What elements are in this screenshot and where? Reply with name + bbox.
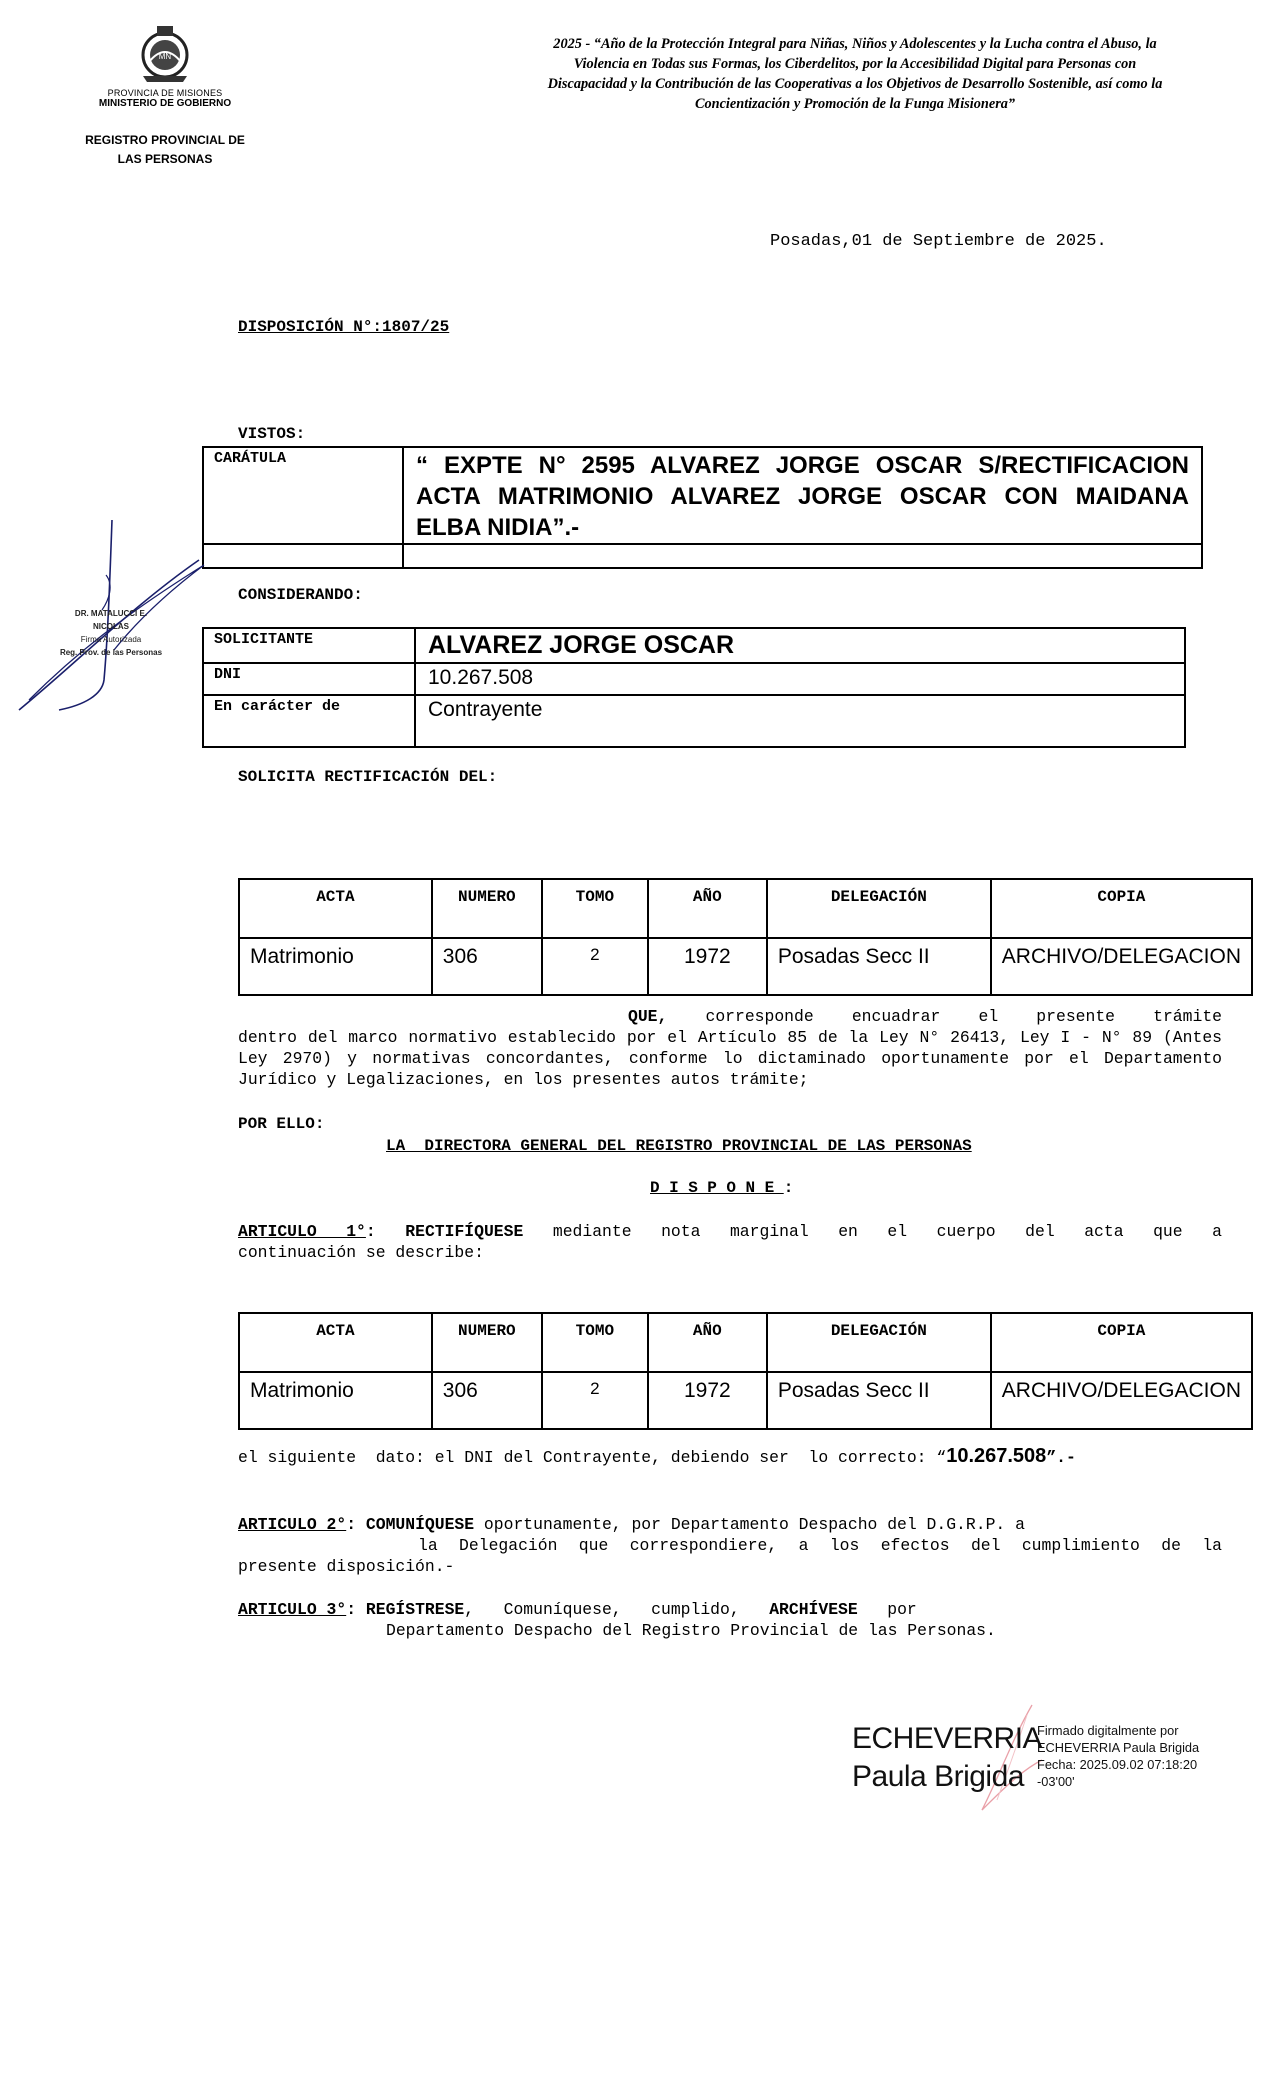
capacity-label: En carácter de: [203, 695, 415, 747]
cell-tomo: 2: [542, 1372, 648, 1429]
articulo-3: [238, 1599, 1222, 1641]
articulo-1-label: ARTICULO 1°: [238, 1222, 366, 1241]
applicant-table: [202, 627, 1186, 748]
acta-data-row: [239, 1372, 1252, 1429]
cell-acta: Matrimonio: [239, 1372, 432, 1429]
signer-name-line-1: ECHEVERRIA: [852, 1722, 1043, 1755]
applicant-row: [203, 628, 1185, 663]
place-date: Posadas,01 de Septiembre de 2025.: [770, 232, 1107, 251]
directora-heading: LA DIRECTORA GENERAL DEL REGISTRO PROVINCIAL DE LAS PERSONAS: [386, 1137, 972, 1155]
year-motto: 2025 - “Año de la Protección Integral para Niñas, Niños y Adolescentes y la Lucha contra el Abuso, la Violencia en Todas sus Formas, los Ciberdelitos, por la Accesibilidad Digital para Personas con Discapacidad y la Contribución de las Cooperativas a los Objetivos de Desarrollo Sostenible, así como la Concientización y Promoción de la Funga Misionera”: [547, 36, 1163, 112]
stamp-line-1: DR. MATALUCCI E. NICOLAS: [74, 609, 148, 631]
cell-tomo: 2: [542, 938, 648, 995]
que-paragraph: [238, 1006, 1222, 1090]
solicita-heading: SOLICITA RECTIFICACIÓN DEL:: [238, 768, 498, 786]
signature-info-line-3: Fecha: 2025.09.02 07:18:20: [1037, 1757, 1198, 1772]
ministry-name: MINISTERIO DE GOBIERNO: [98, 98, 232, 109]
cell-copia: ARCHIVO/DELEGACION: [991, 1372, 1252, 1429]
articulo-2-verb: COMUNÍQUESE: [365, 1515, 475, 1534]
cell-acta: Matrimonio: [239, 938, 432, 995]
articulo-1: [238, 1221, 1222, 1263]
articulo-2-label: ARTICULO 2°: [238, 1515, 347, 1534]
capacity-row: [203, 695, 1185, 747]
cell-delegacion: Posadas Secc II: [767, 938, 991, 995]
col-delegacion-header: DELEGACIÓN: [767, 879, 991, 938]
que-lead: QUE,: [628, 1007, 668, 1026]
dispone-text: DISPONE: [650, 1179, 784, 1197]
svg-text:MN: MN: [158, 52, 172, 61]
dispone-heading: [650, 1179, 793, 1197]
dato-open-quote: “: [936, 1448, 947, 1467]
col-tomo-header: TOMO: [542, 879, 648, 938]
articulo-2-sep: :: [346, 1515, 366, 1534]
acta-header-row: [239, 1313, 1252, 1372]
acta-table-request: [238, 878, 1253, 996]
col-delegacion-header: DELEGACIÓN: [767, 1313, 991, 1372]
caratula-label: CARÁTULA: [203, 447, 403, 544]
capacity-value: Contrayente: [415, 695, 1185, 747]
articulo-2-line-3: presente disposición.-: [238, 1557, 455, 1576]
acta-header-row: [239, 879, 1252, 938]
articulo-3-verb-2: ARCHÍVESE: [769, 1600, 858, 1619]
dni-row: [203, 663, 1185, 695]
dni-label: DNI: [203, 663, 415, 695]
col-acta-header: ACTA: [239, 1313, 432, 1372]
col-copia-header: COPIA: [991, 879, 1252, 938]
applicant-value: ALVAREZ JORGE OSCAR: [415, 628, 1185, 663]
articulo-1-line-1: [238, 1221, 1222, 1242]
col-acta-header: ACTA: [239, 879, 432, 938]
caratula-empty-cell: [203, 544, 403, 568]
corrected-data-line: [238, 1445, 1076, 1468]
stamp-line-3: Reg. Prov. de las Personas: [59, 648, 163, 657]
disposition-number: DISPOSICIÓN N°:1807/25: [238, 318, 450, 336]
articulo-3-sep: :: [346, 1600, 366, 1619]
registry-line-2: LAS PERSONAS: [117, 152, 213, 166]
dato-text: el siguiente dato: el DNI del Contrayente, debiendo ser lo correcto:: [238, 1448, 937, 1467]
cell-anio: 1972: [648, 938, 767, 995]
col-numero-header: NUMERO: [432, 879, 542, 938]
corrected-dni: 10.267.508: [946, 1445, 1047, 1467]
caratula-value: “ EXPTE N° 2595 ALVAREZ JORGE OSCAR S/RECTIFICACION ACTA MATRIMONIO ALVAREZ JORGE OSCAR CON MAIDANA ELBA NIDIA”.-: [403, 447, 1202, 544]
cell-copia: ARCHIVO/DELEGACION: [991, 938, 1252, 995]
signature-info: [1037, 1722, 1199, 1790]
cell-numero: 306: [432, 938, 542, 995]
articulo-1-text: mediante nota marginal en el cuerpo del acta que a: [523, 1222, 1222, 1241]
provincial-seal-icon: [135, 22, 195, 84]
articulo-2-line-1: [238, 1514, 1222, 1535]
signer-name: [852, 1720, 1042, 1796]
header-logo-block: [70, 22, 260, 169]
cell-numero: 306: [432, 1372, 542, 1429]
considerando-heading: CONSIDERANDO:: [238, 586, 363, 604]
col-copia-header: COPIA: [991, 1313, 1252, 1372]
que-first-line: [238, 1006, 1222, 1027]
que-rest: dentro del marco normativo establecido por el Artículo 85 de la Ley N° 26413, Ley I - N° 89 (Antes Ley 2970) y normativas concordantes, conforme lo dictaminado oportunamente por el Departamento Jurídico y Legalizaciones, en los presentes autos trámite;: [238, 1028, 1222, 1089]
stamp-line-2: Firma Autorizada: [80, 635, 142, 644]
articulo-2-line-2: la Delegación que correspondiere, a los efectos del cumplimiento de la: [418, 1536, 1222, 1555]
col-numero-header: NUMERO: [432, 1313, 542, 1372]
col-anio-header: AÑO: [648, 1313, 767, 1372]
articulo-3-tail: por: [857, 1600, 917, 1619]
dni-value: 10.267.508: [415, 663, 1185, 695]
authorized-signature-stamp: [56, 607, 166, 659]
articulo-1-sep: :: [365, 1222, 406, 1241]
articulo-3-mid: , Comuníquese, cumplido,: [464, 1600, 770, 1619]
que-first-line-text: corresponde encuadrar el presente trámite: [667, 1007, 1222, 1026]
registry-name: [70, 131, 260, 169]
signature-info-line-1: Firmado digitalmente por: [1037, 1723, 1179, 1738]
articulo-1-verb: RECTIFÍQUESE: [405, 1222, 524, 1241]
applicant-label: SOLICITANTE: [203, 628, 415, 663]
col-anio-header: AÑO: [648, 879, 767, 938]
articulo-3-label: ARTICULO 3°: [238, 1600, 347, 1619]
caratula-row: [203, 447, 1202, 544]
articulo-3-line-2: Departamento Despacho del Registro Provincial de las Personas.: [386, 1621, 996, 1640]
col-tomo-header: TOMO: [542, 1313, 648, 1372]
cell-delegacion: Posadas Secc II: [767, 1372, 991, 1429]
cell-anio: 1972: [648, 1372, 767, 1429]
vistos-heading: VISTOS:: [238, 425, 306, 443]
signature-info-line-2: ECHEVERRIA Paula Brigida: [1037, 1740, 1200, 1755]
caratula-empty-cell: [403, 544, 1202, 568]
dato-close: ”.-: [1046, 1448, 1076, 1467]
digital-signature: [852, 1700, 1232, 1815]
signer-name-line-2: Paula Brigida: [852, 1760, 1024, 1793]
articulo-3-line-1: [238, 1600, 917, 1619]
articulo-3-verb-1: REGÍSTRESE: [365, 1600, 465, 1619]
por-ello-heading: POR ELLO:: [238, 1115, 325, 1133]
articulo-2-text: oportunamente, por Departamento Despacho del D.G.R.P. a: [474, 1515, 1025, 1534]
caratula-table: [202, 446, 1203, 569]
acta-data-row: [239, 938, 1252, 995]
articulo-1-line-2: continuación se describe:: [238, 1243, 484, 1262]
articulo-2: [238, 1514, 1222, 1577]
province-name: PROVINCIA DE MISIONES: [107, 88, 223, 98]
dispone-suffix: :: [783, 1179, 794, 1197]
caratula-empty-row: [203, 544, 1202, 568]
registry-line-1: REGISTRO PROVINCIAL DE: [85, 133, 245, 147]
signature-info-line-4: -03'00': [1037, 1774, 1075, 1789]
acta-table-rectify: [238, 1312, 1253, 1430]
